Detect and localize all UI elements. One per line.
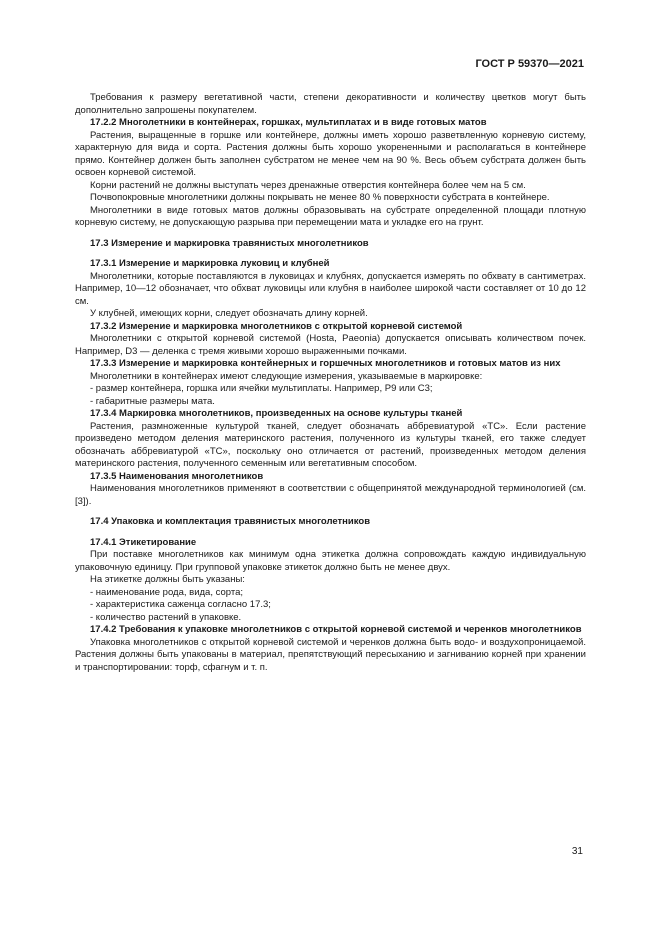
section-heading: 17.4 Упаковка и комплектация травянистых многолетников	[90, 516, 371, 527]
subsection-heading: 17.3.5 Наименования многолетников	[90, 470, 264, 482]
list-item: - габаритные размеры мата.	[90, 395, 215, 407]
subsection-heading: 17.2.2 Многолетники в контейнерах, горшках, мультиплатах и в виде готовых матов	[90, 117, 487, 128]
list-item: - количество растений в упаковке.	[90, 611, 242, 623]
list-item: - характеристика саженца согласно 17.3;	[90, 599, 271, 610]
subsection-heading: 17.4.1 Этикетирование	[90, 536, 197, 548]
list-item: - наименование рода, вида, сорта;	[90, 586, 243, 598]
paragraph: Требования к размеру вегетативной части, степени декоративности и количеству цветков могут быть дополнительно запрошены покупателем.	[75, 92, 586, 116]
paragraph: Корни растений не должны выступать через дренажные отверстия контейнера более чем на 5 см.	[90, 179, 526, 191]
paragraph: Многолетники в контейнерах имеют следующие измерения, указываемые в маркировке:	[90, 370, 483, 382]
paragraph: Упаковка многолетников с открытой корневой системой и черенков должна быть водо- и воздухопроницаемой. Растения должны быть упакованы в материал, препятствующий пересыханию и загниванию корней при хранении и транспортировании: торф, сфагнум и т. п.	[75, 636, 586, 673]
subsection-heading: 17.3.2 Измерение и маркировка многолетников с открытой корневой системой	[90, 320, 463, 332]
paragraph: Многолетники в виде готовых матов должны образовывать на субстрате определенной площади плотную корневую систему, не допускающую разрыва при перемещении мата и укладке его на грунт.	[75, 204, 586, 228]
paragraph: Растения, выращенные в горшке или контейнере, должны иметь хорошо разветвленную корневую систему, характерную для вида и сорта. Растения должны быть хорошо укорененными и располагаться в контейнере прямо. Контейнер должен быть заполнен субстратом не менее чем на 90 %. Весь объем субстрата должен быть освоен корневой системой.	[75, 129, 586, 178]
paragraph: У клубней, имеющих корни, следует обозначать длину корней.	[90, 308, 368, 319]
subsection-heading: 17.3.3 Измерение и маркировка контейнерных и горшечных многолетников и готовых матов из них	[90, 358, 561, 369]
page-number: 31	[571, 846, 583, 857]
paragraph: Многолетники с открытой корневой системой (Hosta, Paeonia) допускается описывать количеством почек. Например, D3 — деленка с тремя живыми хорошо выраженными почками.	[75, 333, 586, 357]
paragraph: Наименования многолетников применяют в соответствии с общепринятой международной терминологией (см. [3]).	[75, 483, 586, 507]
subsection-heading: 17.3.4 Маркировка многолетников, произведенных на основе культуры тканей	[90, 408, 463, 419]
paragraph: При поставке многолетников как минимум одна этикетка должна сопровождать каждую индивидуальную упаковочную единицу. При групповой упаковке этикеток должно быть не менее двух.	[75, 549, 586, 573]
paragraph: Многолетники, которые поставляются в луковицах и клубнях, допускается измерять по обхвату в сантиметрах. Например, 10—12 обозначает, что обхват луковицы или клубня в наиболее широкой части составляет от 10 до 12 см.	[75, 270, 586, 307]
paragraph: Почвопокровные многолетники должны покрывать не менее 80 % поверхности субстрата в контейнере.	[90, 192, 550, 203]
document-code: ГОСТ Р 59370—2021	[475, 58, 584, 70]
paragraph: На этикетке должны быть указаны:	[90, 574, 245, 585]
paragraph: Растения, размноженные культурой тканей, следует обозначать аббревиатурой «ТС». Если растение произведено методом деления материнского растения, полученного из культуры тканей, его также следует обозначать аббревиатурой «ТС», поскольку оно отличается от растений, произведенных методом деления материнского растения, полученного семенным или вегетативным способом.	[75, 420, 586, 469]
section-heading: 17.3 Измерение и маркировка травянистых многолетников	[90, 237, 369, 249]
subsection-heading: 17.3.1 Измерение и маркировка луковиц и клубней	[90, 258, 330, 269]
list-item: - размер контейнера, горшка или ячейки мультиплаты. Например, Р9 или С3;	[90, 383, 433, 394]
page-body	[75, 92, 586, 674]
subsection-heading: 17.4.2 Требования к упаковке многолетников с открытой корневой системой и черенков многолетников	[90, 624, 582, 635]
